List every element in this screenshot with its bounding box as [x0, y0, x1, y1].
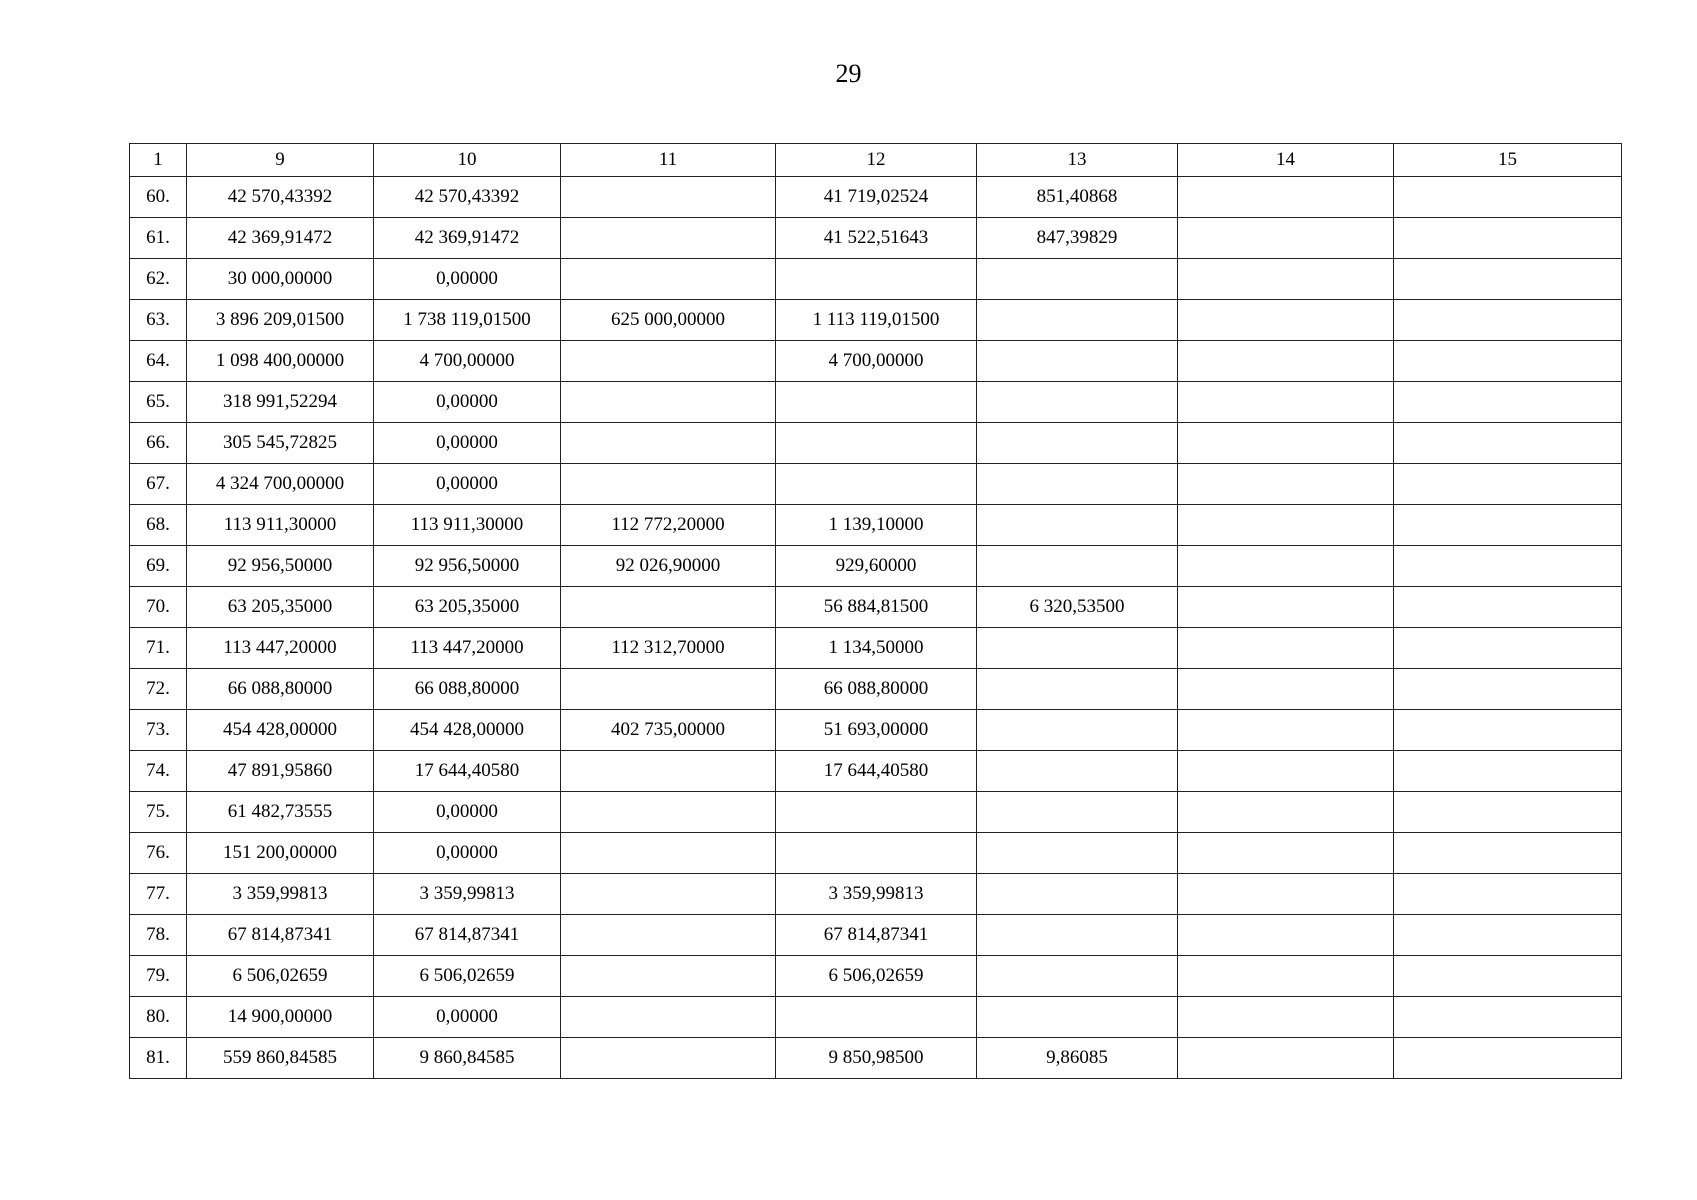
- table-cell: [561, 669, 776, 710]
- table-cell: 61 482,73555: [187, 792, 374, 833]
- table-cell: [1394, 464, 1622, 505]
- table-row: [130, 423, 1622, 464]
- table-cell: 17 644,40580: [776, 751, 977, 792]
- table-cell: [1178, 751, 1394, 792]
- table-cell: 6 506,02659: [187, 956, 374, 997]
- table-cell: 318 991,52294: [187, 382, 374, 423]
- table-cell: 92 026,90000: [561, 546, 776, 587]
- table-cell: [1394, 341, 1622, 382]
- row-number-cell: 78.: [130, 915, 187, 956]
- table-cell: 113 911,30000: [374, 505, 561, 546]
- table-cell: [561, 956, 776, 997]
- table-cell: 42 570,43392: [374, 177, 561, 218]
- table-cell: 66 088,80000: [374, 669, 561, 710]
- table-cell: [561, 259, 776, 300]
- table-cell: [561, 792, 776, 833]
- table-cell: [1178, 669, 1394, 710]
- row-number-cell: 68.: [130, 505, 187, 546]
- table-cell: [977, 300, 1178, 341]
- row-number-cell: 67.: [130, 464, 187, 505]
- column-header: 13: [977, 144, 1178, 177]
- table-cell: 51 693,00000: [776, 710, 977, 751]
- table-row: [130, 218, 1622, 259]
- table-cell: [1394, 218, 1622, 259]
- table-cell: 0,00000: [374, 833, 561, 874]
- table-cell: [561, 341, 776, 382]
- column-header: 12: [776, 144, 977, 177]
- table-cell: 0,00000: [374, 382, 561, 423]
- table-cell: 63 205,35000: [187, 587, 374, 628]
- table-cell: [561, 874, 776, 915]
- table-cell: [1178, 546, 1394, 587]
- table-header: [130, 144, 1622, 177]
- table-cell: [1178, 997, 1394, 1038]
- table-cell: 3 896 209,01500: [187, 300, 374, 341]
- table-row: [130, 259, 1622, 300]
- table-cell: [1394, 505, 1622, 546]
- table-cell: 151 200,00000: [187, 833, 374, 874]
- column-header: 10: [374, 144, 561, 177]
- table-cell: 851,40868: [977, 177, 1178, 218]
- table-cell: 1 139,10000: [776, 505, 977, 546]
- table-row: [130, 997, 1622, 1038]
- table-cell: 42 369,91472: [374, 218, 561, 259]
- table-cell: [1178, 300, 1394, 341]
- table-cell: 17 644,40580: [374, 751, 561, 792]
- table-cell: [977, 423, 1178, 464]
- table-cell: [977, 628, 1178, 669]
- table-cell: [977, 464, 1178, 505]
- table-cell: [1394, 956, 1622, 997]
- table-cell: 56 884,81500: [776, 587, 977, 628]
- table-cell: [977, 669, 1178, 710]
- table-cell: 0,00000: [374, 259, 561, 300]
- table-cell: 1 738 119,01500: [374, 300, 561, 341]
- table-cell: 113 447,20000: [374, 628, 561, 669]
- table-body: [130, 177, 1622, 1079]
- table-cell: [1394, 792, 1622, 833]
- table-cell: 6 506,02659: [776, 956, 977, 997]
- table-cell: [561, 218, 776, 259]
- table-row: [130, 382, 1622, 423]
- table-row: [130, 177, 1622, 218]
- table-cell: 0,00000: [374, 464, 561, 505]
- table-cell: 42 369,91472: [187, 218, 374, 259]
- row-number-cell: 73.: [130, 710, 187, 751]
- table-cell: 454 428,00000: [374, 710, 561, 751]
- table-cell: [561, 997, 776, 1038]
- row-number-cell: 77.: [130, 874, 187, 915]
- table-cell: 67 814,87341: [776, 915, 977, 956]
- row-number-cell: 60.: [130, 177, 187, 218]
- table-cell: [776, 997, 977, 1038]
- table-cell: 67 814,87341: [187, 915, 374, 956]
- column-header: 9: [187, 144, 374, 177]
- table-cell: 47 891,95860: [187, 751, 374, 792]
- table-cell: 0,00000: [374, 792, 561, 833]
- table-cell: [977, 956, 1178, 997]
- table-cell: [561, 423, 776, 464]
- table-cell: 559 860,84585: [187, 1038, 374, 1079]
- table-cell: [1178, 423, 1394, 464]
- column-header: 15: [1394, 144, 1622, 177]
- table-cell: 14 900,00000: [187, 997, 374, 1038]
- row-number-cell: 81.: [130, 1038, 187, 1079]
- table-row: [130, 833, 1622, 874]
- table-cell: [977, 505, 1178, 546]
- table-cell: 6 506,02659: [374, 956, 561, 997]
- table-row: [130, 751, 1622, 792]
- table-cell: [776, 423, 977, 464]
- table-cell: [1178, 710, 1394, 751]
- table-cell: [1178, 628, 1394, 669]
- table-cell: [1394, 874, 1622, 915]
- table-cell: 1 134,50000: [776, 628, 977, 669]
- table-cell: [977, 546, 1178, 587]
- table-cell: 9,86085: [977, 1038, 1178, 1079]
- table-row: [130, 546, 1622, 587]
- table-cell: [561, 587, 776, 628]
- table-cell: [1178, 1038, 1394, 1079]
- table-row: [130, 341, 1622, 382]
- table-cell: 6 320,53500: [977, 587, 1178, 628]
- table-row: [130, 300, 1622, 341]
- table-cell: 305 545,72825: [187, 423, 374, 464]
- row-number-cell: 75.: [130, 792, 187, 833]
- table-cell: [561, 382, 776, 423]
- column-header: 1: [130, 144, 187, 177]
- table-cell: [561, 177, 776, 218]
- table-cell: [776, 833, 977, 874]
- row-number-cell: 76.: [130, 833, 187, 874]
- table-row: [130, 792, 1622, 833]
- table-cell: [977, 382, 1178, 423]
- row-number-cell: 70.: [130, 587, 187, 628]
- table-cell: 92 956,50000: [187, 546, 374, 587]
- table-cell: [1394, 833, 1622, 874]
- table-cell: [1394, 587, 1622, 628]
- table-cell: [1178, 218, 1394, 259]
- table-cell: [1178, 956, 1394, 997]
- table-cell: [561, 833, 776, 874]
- table-cell: [1394, 423, 1622, 464]
- table-cell: [1394, 300, 1622, 341]
- row-number-cell: 62.: [130, 259, 187, 300]
- table-cell: [1394, 915, 1622, 956]
- row-number-cell: 63.: [130, 300, 187, 341]
- table-row: [130, 874, 1622, 915]
- table-cell: 42 570,43392: [187, 177, 374, 218]
- table-cell: [977, 874, 1178, 915]
- table-cell: 1 098 400,00000: [187, 341, 374, 382]
- column-header: 14: [1178, 144, 1394, 177]
- table-cell: [1178, 792, 1394, 833]
- row-number-cell: 79.: [130, 956, 187, 997]
- data-table: [129, 143, 1622, 1079]
- table-cell: 113 911,30000: [187, 505, 374, 546]
- table-cell: [1394, 710, 1622, 751]
- table-cell: 4 324 700,00000: [187, 464, 374, 505]
- table-row: [130, 464, 1622, 505]
- table-cell: [561, 915, 776, 956]
- table-cell: 41 719,02524: [776, 177, 977, 218]
- table-cell: [977, 710, 1178, 751]
- table-cell: [1394, 751, 1622, 792]
- table-row: [130, 669, 1622, 710]
- table-cell: [1178, 177, 1394, 218]
- table-cell: 402 735,00000: [561, 710, 776, 751]
- table-cell: [776, 382, 977, 423]
- table-cell: [977, 751, 1178, 792]
- table-row: [130, 956, 1622, 997]
- table-cell: [776, 259, 977, 300]
- row-number-cell: 71.: [130, 628, 187, 669]
- table-cell: [561, 1038, 776, 1079]
- table-cell: [1178, 382, 1394, 423]
- table-cell: 41 522,51643: [776, 218, 977, 259]
- table-cell: 847,39829: [977, 218, 1178, 259]
- table-cell: 0,00000: [374, 997, 561, 1038]
- table-cell: [1394, 628, 1622, 669]
- table-cell: [561, 751, 776, 792]
- table-cell: [1178, 587, 1394, 628]
- table-cell: [1178, 915, 1394, 956]
- table-cell: [977, 341, 1178, 382]
- table-cell: 63 205,35000: [374, 587, 561, 628]
- table-cell: 113 447,20000: [187, 628, 374, 669]
- row-number-cell: 74.: [130, 751, 187, 792]
- table-row: [130, 587, 1622, 628]
- table-cell: 66 088,80000: [776, 669, 977, 710]
- table-cell: [1394, 997, 1622, 1038]
- header-row: [130, 144, 1622, 177]
- table-cell: 67 814,87341: [374, 915, 561, 956]
- table-cell: 112 312,70000: [561, 628, 776, 669]
- row-number-cell: 66.: [130, 423, 187, 464]
- table-row: [130, 915, 1622, 956]
- table-cell: [1394, 1038, 1622, 1079]
- table-cell: [977, 833, 1178, 874]
- table-cell: [1394, 669, 1622, 710]
- table-cell: [1394, 382, 1622, 423]
- table-cell: [977, 792, 1178, 833]
- row-number-cell: 80.: [130, 997, 187, 1038]
- table-cell: 4 700,00000: [374, 341, 561, 382]
- table-row: [130, 628, 1622, 669]
- table-cell: [1178, 464, 1394, 505]
- table-cell: 1 113 119,01500: [776, 300, 977, 341]
- table-cell: [1394, 177, 1622, 218]
- table-cell: 3 359,99813: [374, 874, 561, 915]
- table-row: [130, 505, 1622, 546]
- table-cell: 0,00000: [374, 423, 561, 464]
- table-cell: 625 000,00000: [561, 300, 776, 341]
- table-cell: [1178, 341, 1394, 382]
- table-cell: 112 772,20000: [561, 505, 776, 546]
- table-cell: 454 428,00000: [187, 710, 374, 751]
- table-cell: [776, 792, 977, 833]
- table-cell: 30 000,00000: [187, 259, 374, 300]
- table-cell: [977, 259, 1178, 300]
- table-row: [130, 1038, 1622, 1079]
- table-cell: 4 700,00000: [776, 341, 977, 382]
- table-cell: 3 359,99813: [187, 874, 374, 915]
- table-cell: [776, 464, 977, 505]
- table-cell: [1394, 259, 1622, 300]
- table-cell: [561, 464, 776, 505]
- row-number-cell: 72.: [130, 669, 187, 710]
- table-cell: 929,60000: [776, 546, 977, 587]
- column-header: 11: [561, 144, 776, 177]
- row-number-cell: 65.: [130, 382, 187, 423]
- table-cell: 9 850,98500: [776, 1038, 977, 1079]
- row-number-cell: 61.: [130, 218, 187, 259]
- table-cell: [1394, 546, 1622, 587]
- table-cell: [977, 997, 1178, 1038]
- table-cell: [977, 915, 1178, 956]
- table-cell: 9 860,84585: [374, 1038, 561, 1079]
- table-row: [130, 710, 1622, 751]
- table-cell: [1178, 874, 1394, 915]
- page-number: 29: [835, 59, 862, 88]
- table-cell: [1178, 505, 1394, 546]
- row-number-cell: 64.: [130, 341, 187, 382]
- table-cell: [1178, 259, 1394, 300]
- row-number-cell: 69.: [130, 546, 187, 587]
- table-cell: 92 956,50000: [374, 546, 561, 587]
- table-cell: 3 359,99813: [776, 874, 977, 915]
- table-cell: [1178, 833, 1394, 874]
- table-cell: 66 088,80000: [187, 669, 374, 710]
